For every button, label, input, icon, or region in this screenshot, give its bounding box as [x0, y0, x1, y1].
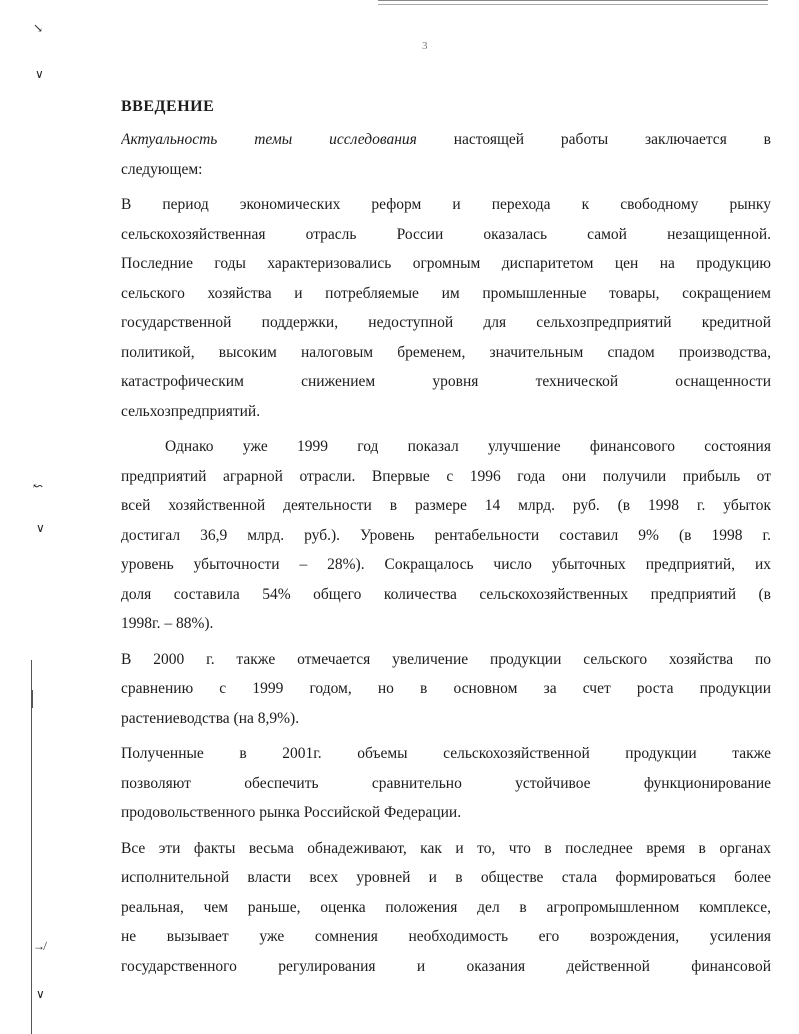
text-line: В период экономических реформ и перехода к свободному рынку [121, 196, 771, 213]
text-line: позволяют обеспечить сравнительно устойчивое функционирование [121, 774, 771, 792]
text-line: уровень убыточности – 28%). Сокращалось число убыточных предприятий, их [121, 556, 771, 573]
scan-mark: ∨ [36, 521, 45, 535]
paragraph [121, 645, 771, 734]
text-line: доля составила 54% общего количества сельскохозяйственных предприятий (в [121, 585, 771, 603]
scan-left-rule [32, 690, 33, 708]
text-line: достигал 36,9 млрд. руб.). Уровень рентабельности составил 9% (в 1998 г. [121, 526, 771, 544]
text-line: продовольственного рынка Российской Федерации. [121, 804, 462, 821]
text-line: В 2000 г. также отмечается увеличение продукции сельского хозяйства по [121, 650, 771, 668]
section-heading: ВВЕДЕНИЕ [121, 98, 215, 115]
text-line: государственной поддержки, недоступной для сельхозпредприятий кредитной [121, 314, 771, 331]
scan-mark: ↘ [33, 21, 44, 35]
text-line: Последние годы характеризовались огромным диспаритетом цен на продукцию [121, 255, 771, 272]
text-line: предприятий аграрной отрасли. Впервые с 1996 года они получили прибыль от [121, 467, 771, 485]
paragraph [121, 739, 771, 828]
document-body [121, 97, 771, 987]
page-number: 3 [422, 40, 428, 52]
text-line: Полученные в 2001г. объемы сельскохозяйственной продукции также [121, 745, 771, 762]
text-line: политикой, высоким налоговым бременем, значительным спадом производства, [121, 343, 771, 361]
intro-paragraph [121, 125, 771, 184]
intro-rest: настоящей работы заключается в [453, 131, 771, 148]
text-line: катастрофическим снижением уровня технической оснащенности [121, 373, 771, 390]
text-line: сравнению с 1999 годом, но в основном за счет роста продукции [121, 680, 771, 697]
paragraph [121, 834, 771, 982]
text-line: Все эти факты весьма обнадеживают, как и то, что в последнее время в органах [121, 839, 771, 857]
text-line: сельского хозяйства и потребляемые им промышленные товары, сокращением [121, 284, 771, 302]
scan-mark: ↛ [33, 939, 45, 953]
scan-top-rule [378, 0, 768, 5]
text-line: сельскохозяйственная отрасль России оказалась самой незащищенной. [121, 225, 771, 243]
paragraph [121, 432, 771, 639]
text-line: Однако уже 1999 год показал улучшение финансового состояния [165, 438, 771, 455]
text-line: исполнительной власти всех уровней и в обществе стала формироваться более [121, 869, 771, 886]
text-line: 1998г. – 88%). [121, 615, 214, 632]
text-line: государственного регулирования и оказания действенной финансовой [121, 957, 771, 975]
text-line [121, 125, 771, 155]
text-line: следующем: [121, 160, 203, 178]
text-line: растениеводства (на 8,9%). [121, 709, 300, 727]
text-line: всей хозяйственной деятельности в размере 14 млрд. руб. (в 1998 г. убыток [121, 497, 771, 514]
scan-mark: ∨ [35, 67, 44, 81]
text-line: не вызывает уже сомнения необходимость его возрождения, усиления [121, 928, 771, 945]
scan-mark: ∨ [36, 987, 45, 1001]
scan-left-rule [31, 660, 32, 1034]
intro-italic: Актуальность темы исследования [121, 131, 417, 148]
scan-mark: ↜ [33, 479, 44, 493]
text-line: сельхозпредприятий. [121, 402, 261, 420]
text-line: реальная, чем раньше, оценка положения дел в агропромышленном комплексе, [121, 898, 771, 916]
paragraph [121, 190, 771, 426]
